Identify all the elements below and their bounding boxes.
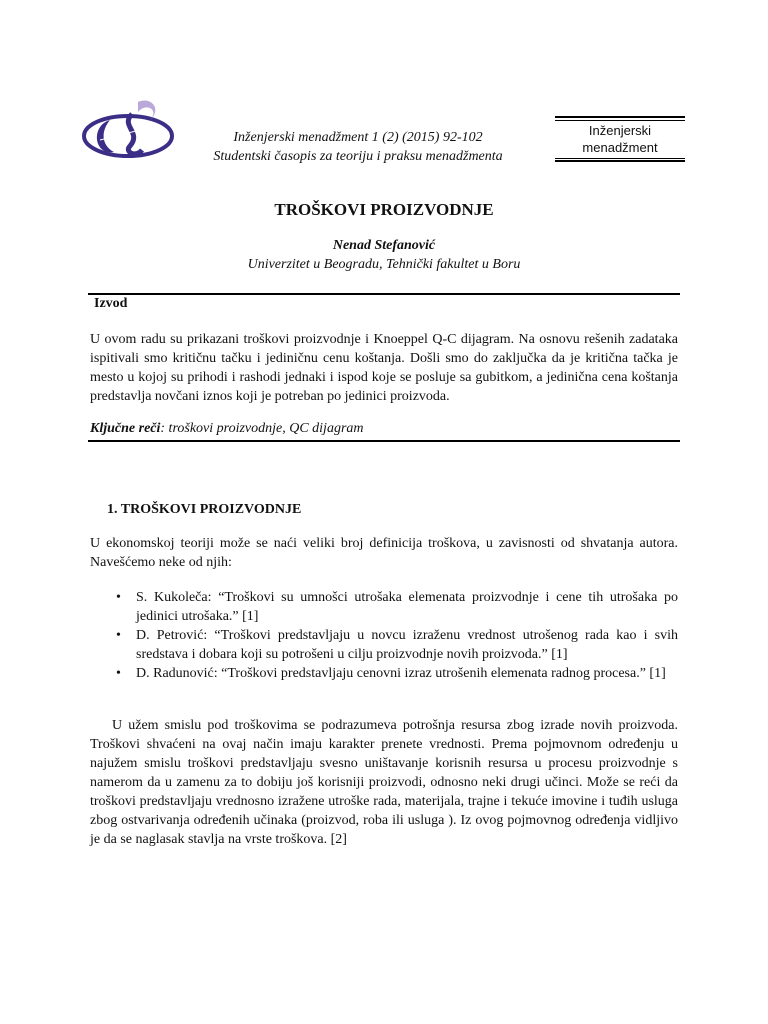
abstract-top-rule (88, 293, 680, 295)
abstract-label: Izvod (94, 296, 128, 311)
box-line1: Inženjerski (588, 123, 652, 138)
logo-graphic (80, 96, 176, 166)
bullet-icon: • (116, 666, 121, 681)
keywords (90, 421, 364, 437)
list-item-text: S. Kukoleča: “Troškovi su umnošci utrošaka elemenata proizvodnje i cene tih utrošaka po jedinici utrošaka.” [1] (136, 590, 678, 624)
box-bottom-rule-thin (555, 158, 685, 159)
journal-logo (80, 96, 176, 166)
list-item (90, 588, 678, 626)
paper-title: TROŠKOVI PROIZVODNJE (274, 200, 494, 219)
journal-line2: Studentski časopis za teoriju i praksu menadžmenta (213, 149, 503, 164)
bullet-icon: • (116, 590, 121, 605)
list-item (90, 626, 678, 664)
definition-list (90, 588, 678, 683)
journal-name-box (555, 116, 685, 162)
body-paragraph: U užem smislu pod troškovima se podrazumeva potrošnja resursa zbog izrade novih proizvoda. Troškovi shvaćeni na ovaj način imaju karakter prenete vrednosti. Prema pojmovnom određenju u najužem smislu troškovi predstavljaju svesno uništavanje korisnih resursa u procesu proizvodnje s namerom da u zamenu za to dobiju još korisniji proizvodi, odnosno neki drugi učinci. Može se reći da troškovi predstavljaju vrednosno izražene utroške rada, materijala, trajne i tekuće imovine i tuđih usluga zbog ostvarivanja određenih učinaka (proizvod, roba ili usluga ). Iz ovog pojmovnog određenja vidljivo je da se naglasak stavlja na vrste troškova. [2] (90, 718, 678, 847)
box-text (555, 122, 685, 156)
abstract-text: U ovom radu su prikazani troškovi proizvodnje i Knoeppel Q-C dijagram. Na osnovu rešenih zadataka ispitivali smo kritičnu tačku i jediničnu cenu koštanja. Došli smo do zaključka da je kritična tačka je mesto u kojoj su prihodi i rashodi jednaki i ispod koje se posluje sa gubitkom, a jedinična cena koštanja predstavlja novčani iznos koji je potreban po jedinici proizvoda. (90, 332, 678, 404)
bullet-icon: • (116, 628, 121, 643)
list-item (90, 664, 678, 683)
section-intro: U ekonomskoj teoriji može se naći veliki broj definicija troškova, u zavisnosti od shvatanja autora. Navešćemo neke od njih: (90, 536, 678, 570)
keywords-label: Ključne reči (90, 421, 161, 436)
list-item-text: D. Radunović: “Troškovi predstavljaju cenovni izraz utrošenih elemenata radnog procesa.” [1] (136, 666, 666, 681)
journal-citation (190, 128, 526, 166)
keywords-value: : troškovi proizvodnje, QC dijagram (160, 421, 364, 436)
box-bottom-rule (555, 160, 685, 162)
box-top-rule-thin (555, 120, 685, 121)
box-line2: menadžment (582, 140, 658, 155)
author-affiliation: Univerzitet u Beogradu, Tehnički fakultet u Boru (247, 257, 521, 272)
box-top-rule (555, 116, 685, 118)
section-heading: 1. TROŠKOVI PROIZVODNJE (107, 502, 302, 517)
abstract-bottom-rule (88, 440, 680, 442)
journal-line1: Inženjerski menadžment 1 (2) (2015) 92-102 (233, 130, 483, 145)
author-name: Nenad Stefanović (332, 238, 436, 253)
list-item-text: D. Petrović: “Troškovi predstavljaju u novcu izraženu vrednost utrošenog rada kao i svih sredstava i dobara koji su potrošeni u cilju proizvodnje novih proizvoda.” [1] (136, 628, 678, 662)
